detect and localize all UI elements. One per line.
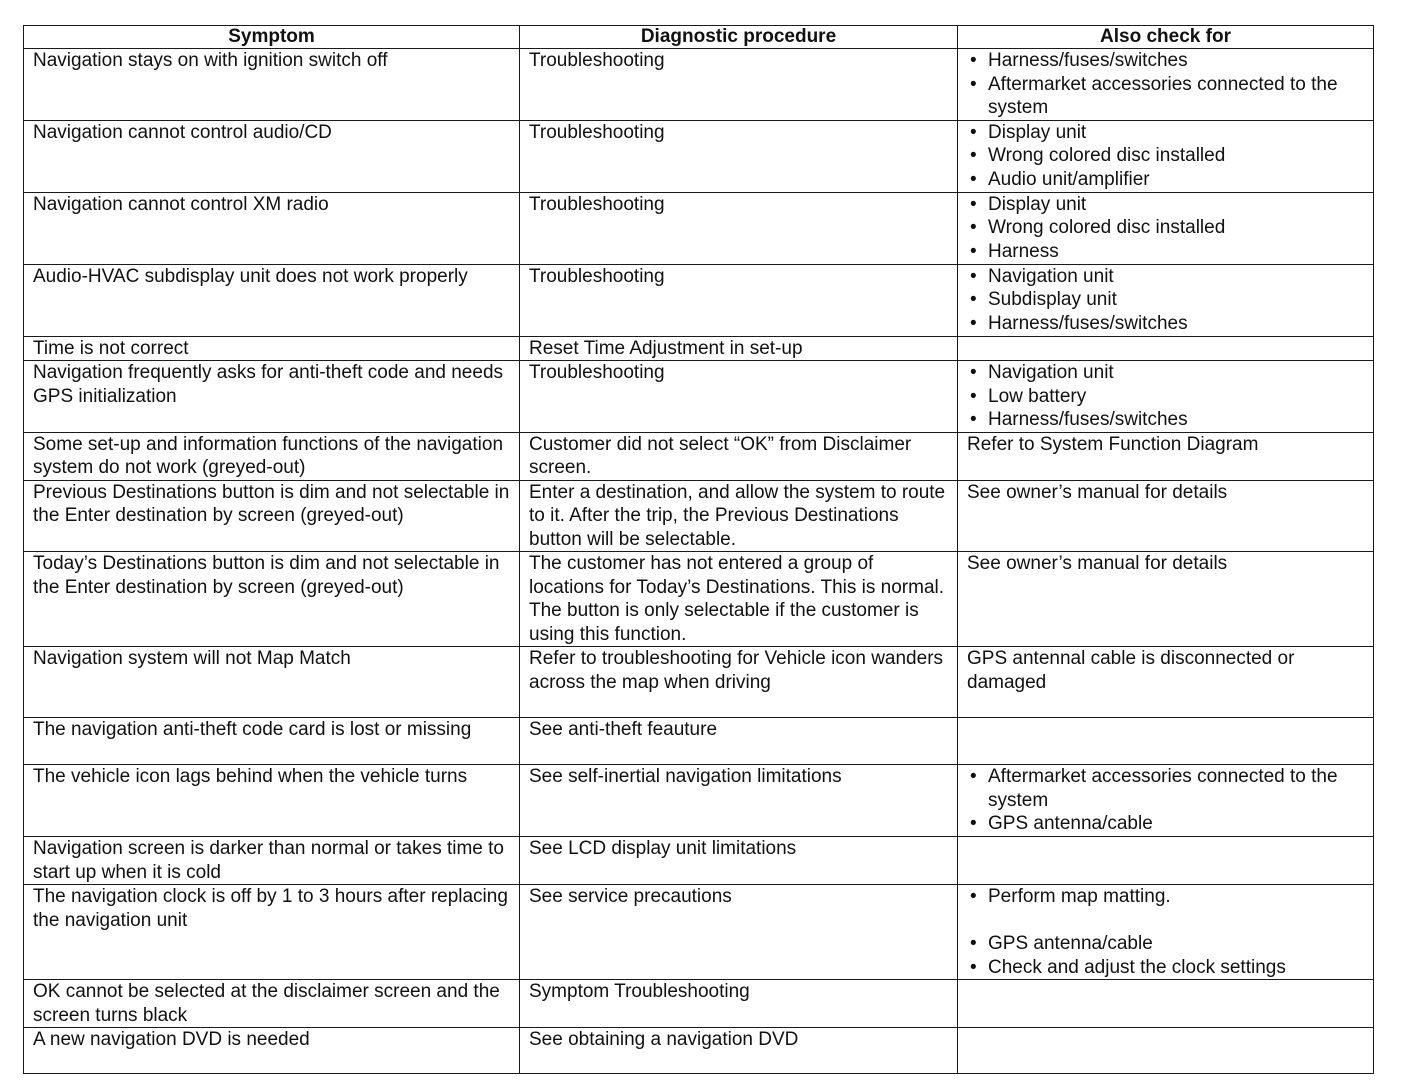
check-cell [958, 837, 1374, 885]
check-item: • Aftermarket accessories connected to the system [967, 73, 1365, 120]
table-row [24, 49, 1374, 121]
procedure-cell: See service precautions [520, 885, 958, 980]
table-row [24, 765, 1374, 837]
symptom-cell: A new navigation DVD is needed [24, 1028, 520, 1074]
check-item: • Check and adjust the clock settings [967, 956, 1365, 980]
check-cell: Refer to System Function Diagram [958, 432, 1374, 480]
symptom-cell: The navigation anti-theft code card is lost or missing [24, 718, 520, 765]
check-item: • Navigation unit [967, 265, 1365, 289]
check-cell [958, 1028, 1374, 1074]
procedure-cell: Troubleshooting [520, 192, 958, 264]
procedure-cell: Symptom Troubleshooting [520, 980, 958, 1028]
table-row [24, 336, 1374, 361]
symptom-cell: The vehicle icon lags behind when the vehicle turns [24, 765, 520, 837]
check-cell [958, 765, 1374, 837]
symptom-cell: Time is not correct [24, 336, 520, 361]
procedure-cell: The customer has not entered a group of locations for Today’s Destinations. This is normal. The button is only selectable if the customer is using this function. [520, 552, 958, 647]
symptom-cell: Some set-up and information functions of the navigation system do not work (greyed-out) [24, 432, 520, 480]
symptom-cell: Navigation cannot control audio/CD [24, 120, 520, 192]
check-cell: See owner’s manual for details [958, 480, 1374, 552]
procedure-cell: Enter a destination, and allow the system to route to it. After the trip, the Previous Destinations button will be selectable. [520, 480, 958, 552]
symptom-cell: The navigation clock is off by 1 to 3 hours after replacing the navigation unit [24, 885, 520, 980]
check-item: • Harness [967, 240, 1365, 264]
list-spacer [967, 909, 1365, 933]
check-cell [958, 336, 1374, 361]
check-cell [958, 49, 1374, 121]
header-also-check-for: Also check for [958, 26, 1374, 49]
symptom-cell: Today’s Destinations button is dim and not selectable in the Enter destination by screen (greyed-out) [24, 552, 520, 647]
header-diagnostic-procedure: Diagnostic procedure [520, 26, 958, 49]
check-item: • GPS antenna/cable [967, 812, 1365, 836]
check-cell [958, 718, 1374, 765]
table-row [24, 1028, 1374, 1074]
table-row [24, 552, 1374, 647]
procedure-cell: Customer did not select “OK” from Disclaimer screen. [520, 432, 958, 480]
check-item: • Harness/fuses/switches [967, 49, 1365, 73]
check-item: • Harness/fuses/switches [967, 408, 1365, 432]
check-cell [958, 192, 1374, 264]
table-row [24, 885, 1374, 980]
procedure-cell: See self-inertial navigation limitations [520, 765, 958, 837]
procedure-cell: Troubleshooting [520, 49, 958, 121]
symptom-cell: Navigation stays on with ignition switch off [24, 49, 520, 121]
header-symptom: Symptom [24, 26, 520, 49]
diagnostic-table [23, 25, 1374, 1074]
check-item: • Display unit [967, 193, 1365, 217]
table-header-row [24, 26, 1374, 49]
check-item: • Navigation unit [967, 361, 1365, 385]
symptom-cell: Previous Destinations button is dim and not selectable in the Enter destination by screen (greyed-out) [24, 480, 520, 552]
table-row [24, 647, 1374, 718]
table-row [24, 480, 1374, 552]
check-item: • Harness/fuses/switches [967, 312, 1365, 336]
check-item: • Wrong colored disc installed [967, 216, 1365, 240]
symptom-cell: OK cannot be selected at the disclaimer screen and the screen turns black [24, 980, 520, 1028]
check-cell [958, 885, 1374, 980]
check-item: • Display unit [967, 121, 1365, 145]
symptom-cell: Navigation cannot control XM radio [24, 192, 520, 264]
check-cell: GPS antennal cable is disconnected or damaged [958, 647, 1374, 718]
procedure-cell: Troubleshooting [520, 361, 958, 433]
table-row [24, 980, 1374, 1028]
symptom-cell: Audio-HVAC subdisplay unit does not work properly [24, 264, 520, 336]
check-cell [958, 120, 1374, 192]
check-item: • GPS antenna/cable [967, 932, 1365, 956]
symptom-cell: Navigation system will not Map Match [24, 647, 520, 718]
table-row [24, 264, 1374, 336]
procedure-cell: Refer to troubleshooting for Vehicle icon wanders across the map when driving [520, 647, 958, 718]
check-item: • Wrong colored disc installed [967, 144, 1365, 168]
procedure-cell: See LCD display unit limitations [520, 837, 958, 885]
check-item: • Low battery [967, 385, 1365, 409]
procedure-cell: See obtaining a navigation DVD [520, 1028, 958, 1074]
procedure-cell: Troubleshooting [520, 120, 958, 192]
check-cell: See owner’s manual for details [958, 552, 1374, 647]
table-row [24, 120, 1374, 192]
table-row [24, 432, 1374, 480]
procedure-cell: Troubleshooting [520, 264, 958, 336]
check-cell [958, 980, 1374, 1028]
check-item: • Audio unit/amplifier [967, 168, 1365, 192]
table-row [24, 718, 1374, 765]
symptom-cell: Navigation frequently asks for anti-theft code and needs GPS initialization [24, 361, 520, 433]
check-cell [958, 264, 1374, 336]
check-item: • Subdisplay unit [967, 288, 1365, 312]
check-item: • Perform map matting. [967, 885, 1365, 909]
table-row [24, 361, 1374, 433]
check-item: • Aftermarket accessories connected to the system [967, 765, 1365, 812]
procedure-cell: See anti-theft feauture [520, 718, 958, 765]
table-row [24, 837, 1374, 885]
symptom-cell: Navigation screen is darker than normal or takes time to start up when it is cold [24, 837, 520, 885]
check-cell [958, 361, 1374, 433]
table-row [24, 192, 1374, 264]
procedure-cell: Reset Time Adjustment in set-up [520, 336, 958, 361]
